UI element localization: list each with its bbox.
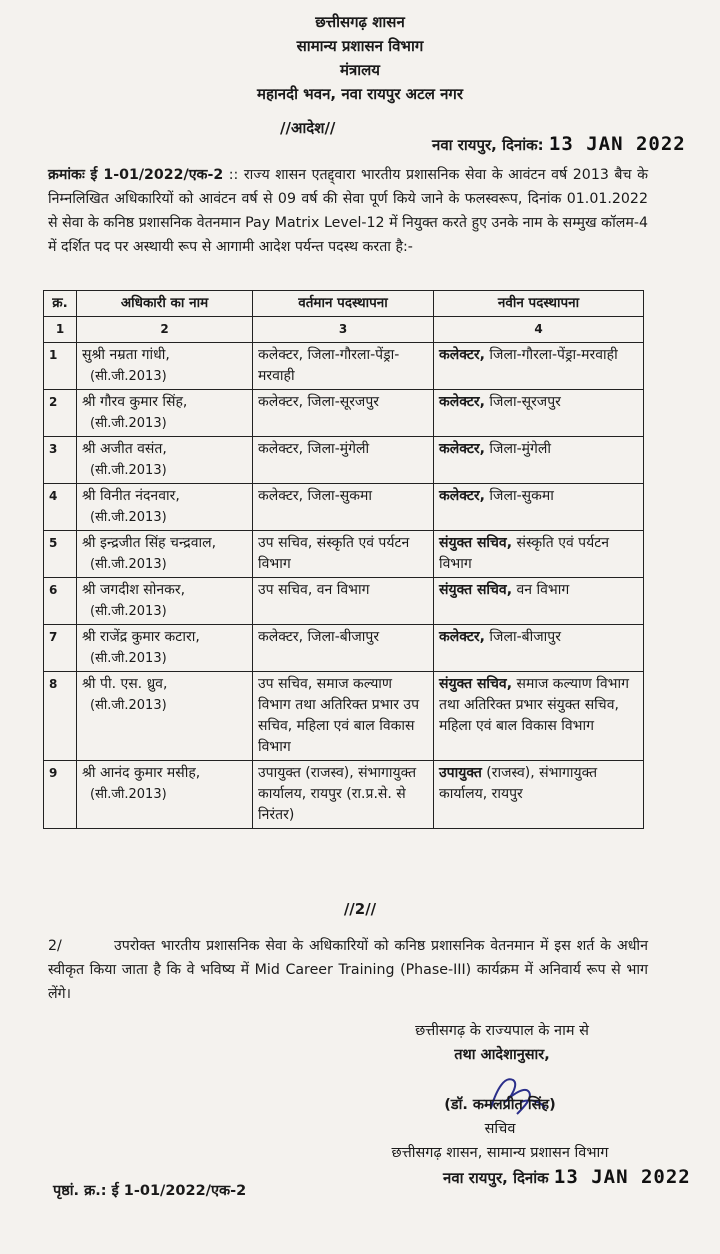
new-designation: कलेक्टर, bbox=[439, 394, 485, 410]
postings-table bbox=[43, 290, 644, 829]
officer-cell bbox=[77, 672, 253, 761]
officer-name: श्री जगदीश सोनकर, bbox=[82, 582, 186, 598]
officer-batch: (सी.जी.2013) bbox=[90, 463, 167, 478]
current-posting: कलेक्टर, जिला-बीजापुर bbox=[253, 625, 434, 672]
table-row bbox=[44, 437, 644, 484]
officer-name: श्री गौरव कुमार सिंह, bbox=[82, 394, 188, 410]
new-designation: कलेक्टर, bbox=[439, 488, 485, 504]
current-posting: उपायुक्त (राजस्व), संभागायुक्त कार्यालय, रायपुर (रा.प्र.से. से निरंतर) bbox=[253, 761, 434, 829]
header-address: महानदी भवन, नवा रायपुर अटल नगर bbox=[256, 85, 464, 103]
current-posting: उप सचिव, समाज कल्याण विभाग तथा अतिरिक्त प्रभार उप सचिव, महिला एवं बाल विकास विभाग bbox=[253, 672, 434, 761]
new-place: संस्कृति एवं पर्यटन विभाग bbox=[439, 535, 610, 572]
ref-number: ई 1-01/2022/एक-2 bbox=[90, 167, 224, 183]
current-posting: उप सचिव, संस्कृति एवं पर्यटन विभाग bbox=[253, 531, 434, 578]
new-designation: कलेक्टर, bbox=[439, 441, 485, 457]
new-posting bbox=[434, 437, 644, 484]
new-place: वन विभाग bbox=[512, 582, 570, 598]
header-new-posting: नवीन पदस्थापना bbox=[434, 291, 644, 317]
serial-number: 2 bbox=[44, 390, 77, 437]
new-posting bbox=[434, 484, 644, 531]
serial-number: 5 bbox=[44, 531, 77, 578]
table-header-row bbox=[44, 291, 644, 317]
officer-cell bbox=[77, 578, 253, 625]
header-current-posting: वर्तमान पदस्थापना bbox=[253, 291, 434, 317]
paragraph-2 bbox=[48, 934, 648, 1006]
signature-place-date bbox=[443, 1166, 691, 1188]
col-number: 1 bbox=[44, 317, 77, 343]
place-date-label: नवा रायपुर, दिनांक: bbox=[432, 136, 544, 154]
current-posting: कलेक्टर, जिला-मुंगेली bbox=[253, 437, 434, 484]
officer-batch: (सी.जी.2013) bbox=[90, 787, 167, 802]
current-posting: उप सचिव, वन विभाग bbox=[253, 578, 434, 625]
table-row bbox=[44, 578, 644, 625]
officer-name: श्री आनंद कुमार मसीह, bbox=[82, 765, 201, 781]
new-posting bbox=[434, 761, 644, 829]
current-posting: कलेक्टर, जिला-सुकमा bbox=[253, 484, 434, 531]
officer-batch: (सी.जी.2013) bbox=[90, 604, 167, 619]
col-number: 2 bbox=[77, 317, 253, 343]
officer-cell bbox=[77, 484, 253, 531]
header-state: छत्तीसगढ़ शासन bbox=[315, 13, 405, 31]
intro-paragraph bbox=[48, 163, 648, 259]
officer-cell bbox=[77, 343, 253, 390]
officer-name: श्री राजेंद्र कुमार कटारा, bbox=[82, 629, 200, 645]
signature-authority-line1: छत्तीसगढ़ के राज्यपाल के नाम से bbox=[415, 1023, 589, 1039]
signatory-name: (डॉ. कमलप्रीत सिंह) bbox=[444, 1097, 556, 1113]
table-row bbox=[44, 672, 644, 761]
officer-name: श्री पी. एस. ध्रुव, bbox=[82, 676, 168, 692]
new-designation: संयुक्त सचिव, bbox=[439, 676, 513, 692]
new-place: समाज कल्याण विभाग तथा अतिरिक्त प्रभार संयुक्त सचिव, महिला एवं बाल विकास विभाग bbox=[439, 676, 630, 734]
header-officer-name: अधिकारी का नाम bbox=[77, 291, 253, 317]
header-serial: क्र. bbox=[44, 291, 77, 317]
officer-name: श्री इन्द्रजीत सिंह चन्द्रवाल, bbox=[82, 535, 217, 551]
new-designation: संयुक्त सचिव, bbox=[439, 535, 513, 551]
table-row bbox=[44, 531, 644, 578]
new-designation: उपायुक्त bbox=[439, 765, 482, 781]
officer-name: श्री विनीत नंदनवार, bbox=[82, 488, 180, 504]
serial-number: 1 bbox=[44, 343, 77, 390]
date-stamp: 13 JAN 2022 bbox=[548, 133, 686, 155]
column-number-row bbox=[44, 317, 644, 343]
signatory-department: छत्तीसगढ़ शासन, सामान्य प्रशासन विभाग bbox=[391, 1145, 609, 1161]
officer-batch: (सी.जी.2013) bbox=[90, 369, 167, 384]
new-place: जिला-बीजापुर bbox=[484, 629, 561, 645]
officer-batch: (सी.जी.2013) bbox=[90, 557, 167, 572]
serial-number: 6 bbox=[44, 578, 77, 625]
place-date bbox=[432, 133, 686, 155]
page-separator: //2// bbox=[343, 900, 377, 918]
current-posting: कलेक्टर, जिला-सूरजपुर bbox=[253, 390, 434, 437]
new-designation: कलेक्टर, bbox=[439, 629, 485, 645]
officer-batch: (सी.जी.2013) bbox=[90, 651, 167, 666]
signatory-designation: सचिव bbox=[484, 1121, 516, 1137]
paragraph-number: 2/ bbox=[48, 938, 62, 954]
officer-batch: (सी.जी.2013) bbox=[90, 510, 167, 525]
endorsement-number: पृष्ठां. क्र.: ई 1-01/2022/एक-2 bbox=[53, 1183, 247, 1199]
col-number: 4 bbox=[434, 317, 644, 343]
signature-authority-line2: तथा आदेशानुसार, bbox=[454, 1047, 550, 1063]
new-designation: कलेक्टर, bbox=[439, 347, 485, 363]
paragraph-2-text: उपरोक्त भारतीय प्रशासनिक सेवा के अधिकारियों को कनिष्ठ प्रशासनिक वेतनमान में इस शर्त के अधीन स्वीकृत किया जाता है कि वे भविष्य में Mid Career Training (Phase-III) कार्यक्रम में अनिवार्य रूप से भाग लेंगे। bbox=[48, 938, 648, 1002]
officer-cell bbox=[77, 390, 253, 437]
officer-name: सुश्री नम्रता गांधी, bbox=[82, 347, 170, 363]
officer-cell bbox=[77, 437, 253, 484]
serial-number: 7 bbox=[44, 625, 77, 672]
serial-number: 8 bbox=[44, 672, 77, 761]
new-posting bbox=[434, 390, 644, 437]
serial-number: 3 bbox=[44, 437, 77, 484]
new-place: जिला-सुकमा bbox=[484, 488, 554, 504]
new-posting bbox=[434, 531, 644, 578]
signature-date-stamp: 13 JAN 2022 bbox=[553, 1166, 691, 1188]
new-place: जिला-सूरजपुर bbox=[484, 394, 561, 410]
new-designation: संयुक्त सचिव, bbox=[439, 582, 513, 598]
officer-cell bbox=[77, 625, 253, 672]
new-posting bbox=[434, 578, 644, 625]
order-title: //आदेश// bbox=[280, 119, 336, 137]
new-posting bbox=[434, 672, 644, 761]
new-place: जिला-मुंगेली bbox=[484, 441, 551, 457]
header-ministry: मंत्रालय bbox=[339, 61, 380, 79]
signature-place-date-label: नवा रायपुर, दिनांक bbox=[443, 1169, 549, 1187]
header-department: सामान्य प्रशासन विभाग bbox=[296, 37, 424, 55]
table-row bbox=[44, 343, 644, 390]
intro-text: :: राज्य शासन एतद्द्वारा भारतीय प्रशासनिक सेवा के आवंटन वर्ष 2013 बैच के निम्नलिखित अधिकारियों को आवंटन वर्ष से 09 वर्ष की सेवा पूर्ण किये जाने के फलस्वरूप, दिनांक 01.01.2022 से सेवा के कनिष्ठ प्रशासनिक वेतनमान Pay Matrix Level-12 में नियुक्त करते हुए उनके नाम के सम्मुख कॉलम-4 में दर्शित पद पर अस्थायी रूप से आगामी आदेश पर्यन्त पदस्थ करता है:- bbox=[48, 167, 648, 255]
col-number: 3 bbox=[253, 317, 434, 343]
serial-number: 9 bbox=[44, 761, 77, 829]
table-row bbox=[44, 390, 644, 437]
table-row bbox=[44, 625, 644, 672]
officer-cell bbox=[77, 531, 253, 578]
current-posting: कलेक्टर, जिला-गौरला-पेंड्रा-मरवाही bbox=[253, 343, 434, 390]
officer-cell bbox=[77, 761, 253, 829]
new-place: (राजस्व), संभागायुक्त कार्यालय, रायपुर bbox=[439, 765, 598, 802]
table-row bbox=[44, 484, 644, 531]
new-posting bbox=[434, 625, 644, 672]
officer-batch: (सी.जी.2013) bbox=[90, 698, 167, 713]
new-posting bbox=[434, 343, 644, 390]
new-place: जिला-गौरला-पेंड्रा-मरवाही bbox=[484, 347, 618, 363]
ref-label: क्रमांकः bbox=[48, 167, 85, 183]
officer-batch: (सी.जी.2013) bbox=[90, 416, 167, 431]
serial-number: 4 bbox=[44, 484, 77, 531]
table-row bbox=[44, 761, 644, 829]
officer-name: श्री अजीत वसंत, bbox=[82, 441, 167, 457]
